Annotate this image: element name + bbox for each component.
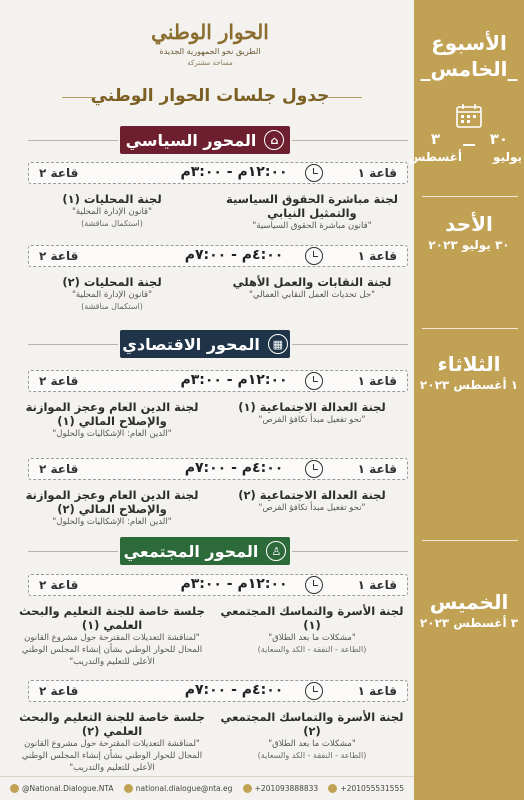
community-icon: ♙: [266, 541, 286, 561]
phone-number: +201055531555: [340, 783, 404, 793]
hall-2: قاعة ٢: [39, 374, 79, 388]
hall-1: قاعة ١: [357, 578, 397, 592]
facebook-icon: [10, 784, 19, 793]
day-name: الثلاثاء: [437, 352, 501, 376]
logo-small-text: مساحة مشتركة: [187, 59, 233, 67]
committee-title: لجنة الدين العام وعجز الموازنة والإصلاح المالي (١): [25, 400, 199, 428]
committee-title: جلسة خاصة للجنة التعليم والبحث العلمي (١): [19, 604, 205, 632]
axis-title: المحور الاقتصادي: [122, 334, 260, 354]
session-topic: "قانون مباشرة الحقوق السياسية": [252, 221, 372, 231]
session-topic: "لمناقشة التعديلات المقترحة حول مشروع القانون المحال للحوار الوطني بشأن إنشاء المجلس الوطني الأعلى للتعليم والتدريب": [21, 739, 203, 773]
session-topic: "حل تحديات العمل النقابي العمالي": [248, 290, 376, 300]
calendar-icon: [455, 103, 483, 129]
range-start-month: يوليو: [493, 150, 522, 164]
axis-economic: [120, 330, 290, 358]
axis-political: [120, 126, 290, 154]
hall-2: قاعة ٢: [39, 249, 79, 263]
phone-icon: [243, 784, 252, 793]
clock-icon: [305, 247, 323, 265]
day-thursday: [414, 590, 524, 632]
session-topic: "مشكلات ما بعد الطلاق": [268, 633, 356, 643]
session-note: (الطاعة - النفقة - الكد والسعاية): [257, 751, 367, 760]
hall-2: قاعة ٢: [39, 166, 79, 180]
clock-icon: [305, 576, 323, 594]
facebook-handle: @National.Dialogue.NTA: [22, 783, 114, 793]
session-item: [14, 192, 210, 229]
session-item: [214, 488, 410, 514]
clock-icon: [305, 460, 323, 478]
axis-divider: [28, 551, 118, 552]
session-item: [14, 400, 210, 440]
page-title: جدول جلسات الحوار الوطني: [90, 86, 330, 106]
sidebar-divider: [422, 328, 518, 329]
committee-title: لجنة الأسرة والتماسك المجتمعي (١): [220, 604, 404, 632]
contact-footer: [0, 776, 414, 800]
session-item: [14, 488, 210, 528]
session-item: [214, 400, 410, 426]
session-time: ٤:٠٠م - ٧:٠٠م: [184, 460, 284, 476]
axis-divider: [292, 551, 408, 552]
hall-1: قاعة ١: [357, 249, 397, 263]
session-topic: "قانون الإدارة المحلية": [71, 290, 153, 300]
phone-number: +201093888833: [254, 783, 319, 793]
hall-1: قاعة ١: [357, 374, 397, 388]
session-timebar: [28, 574, 408, 596]
phone-icon: [328, 784, 337, 793]
committee-title: جلسة خاصة للجنة التعليم والبحث العلمي (٢): [19, 710, 205, 738]
title-ornament-right: [328, 97, 362, 98]
session-note: (استكمال مناقشة): [81, 219, 143, 228]
session-timebar: [28, 680, 408, 702]
facebook-link[interactable]: [10, 784, 114, 794]
logo-mark: الحوار الوطني: [151, 20, 269, 44]
hall-1: قاعة ١: [357, 684, 397, 698]
email-link[interactable]: [124, 784, 233, 794]
axis-divider: [28, 140, 118, 141]
committee-title: لجنة العدالة الاجتماعية (١): [238, 400, 386, 414]
phone-1[interactable]: [243, 784, 319, 794]
range-dash: [463, 144, 475, 146]
committee-title: لجنة الدين العام وعجز الموازنة والإصلاح المالي (٢): [25, 488, 199, 516]
hall-2: قاعة ٢: [39, 578, 79, 592]
hall-1: قاعة ١: [357, 166, 397, 180]
axis-divider: [292, 344, 408, 345]
week-range: [408, 130, 524, 170]
axis-divider: [28, 344, 118, 345]
committee-title: لجنة الأسرة والتماسك المجتمعي (٢): [220, 710, 404, 738]
clock-icon: [305, 682, 323, 700]
axis-divider: [292, 140, 408, 141]
session-timebar: [28, 162, 408, 184]
axis-social: [120, 537, 290, 565]
session-topic: "نحو تفعيل مبدأ تكافؤ الفرص": [258, 503, 366, 513]
session-time: ١٢:٠٠م - ٣:٠٠م: [180, 164, 288, 180]
session-time: ١٢:٠٠م - ٣:٠٠م: [180, 372, 288, 388]
session-topic: "الدين العام: الإشكاليات والحلول": [52, 429, 172, 439]
email-address: national.dialogue@nta.eg: [135, 783, 233, 793]
day-tuesday: [414, 352, 524, 394]
committee-title: لجنة المحليات (٢): [62, 275, 162, 289]
session-timebar: [28, 370, 408, 392]
date-sidebar: [408, 0, 524, 800]
committee-title: لجنة مباشرة الحقوق السياسية والتمثيل النيابي: [226, 192, 398, 220]
day-date: ٣ أغسطس ٢٠٢٣: [419, 616, 519, 630]
axis-title: المحور السياسي: [125, 130, 257, 150]
session-time: ١٢:٠٠م - ٣:٠٠م: [180, 576, 288, 592]
session-topic: "لمناقشة التعديلات المقترحة حول مشروع القانون المحال للحوار الوطني بشأن إنشاء المجلس الوطني الأعلى للتعليم والتدريب": [21, 633, 203, 667]
session-time: ٤:٠٠م - ٧:٠٠م: [184, 682, 284, 698]
day-name: الخميس: [429, 590, 509, 614]
clock-icon: [305, 372, 323, 390]
session-timebar: [28, 458, 408, 480]
range-end-month: أغسطس: [408, 150, 462, 164]
phone-2[interactable]: [328, 784, 404, 794]
day-date: ١ أغسطس ٢٠٢٣: [419, 378, 519, 392]
session-timebar: [28, 245, 408, 267]
sidebar-divider: [422, 196, 518, 197]
clock-icon: [305, 164, 323, 182]
logo-tagline: الطريق نحو الجمهورية الجديدة: [159, 47, 261, 56]
day-sunday: [414, 212, 524, 254]
hall-1: قاعة ١: [357, 462, 397, 476]
sidebar-divider: [422, 540, 518, 541]
session-item: [214, 710, 410, 761]
session-topic: "قانون الإدارة المحلية": [71, 207, 153, 217]
axis-title: المحور المجتمعي: [123, 541, 259, 561]
session-item: [14, 275, 210, 312]
committee-title: لجنة المحليات (١): [62, 192, 162, 206]
hall-2: قاعة ٢: [39, 684, 79, 698]
committee-title: لجنة العدالة الاجتماعية (٢): [238, 488, 386, 502]
session-note: (الطاعة - النفقة - الكد والسعاية): [257, 645, 367, 654]
session-topic: "مشكلات ما بعد الطلاق": [268, 739, 356, 749]
session-item: [214, 604, 410, 655]
session-topic: "نحو تفعيل مبدأ تكافؤ الفرص": [258, 415, 366, 425]
session-time: ٤:٠٠م - ٧:٠٠م: [184, 247, 284, 263]
session-topic: "الدين العام: الإشكاليات والحلول": [52, 517, 172, 527]
session-note: (استكمال مناقشة): [81, 302, 143, 311]
session-item: [14, 710, 210, 774]
national-dialogue-logo: [150, 18, 270, 68]
session-item: [214, 192, 410, 232]
building-icon: ▦: [268, 334, 288, 354]
parliament-icon: ⌂: [264, 130, 284, 150]
range-start-num: ٣٠: [489, 130, 508, 148]
session-item: [214, 275, 410, 301]
day-date: ٣٠ يوليو ٢٠٢٣: [428, 238, 510, 252]
session-item: [14, 604, 210, 668]
day-name: الأحد: [445, 212, 493, 236]
range-end-num: ٣: [430, 130, 440, 148]
mail-icon: [124, 784, 133, 793]
committee-title: لجنة النقابات والعمل الأهلي: [232, 275, 392, 289]
hall-2: قاعة ٢: [39, 462, 79, 476]
week-label: الأسبوع _الخامس_: [420, 31, 518, 81]
